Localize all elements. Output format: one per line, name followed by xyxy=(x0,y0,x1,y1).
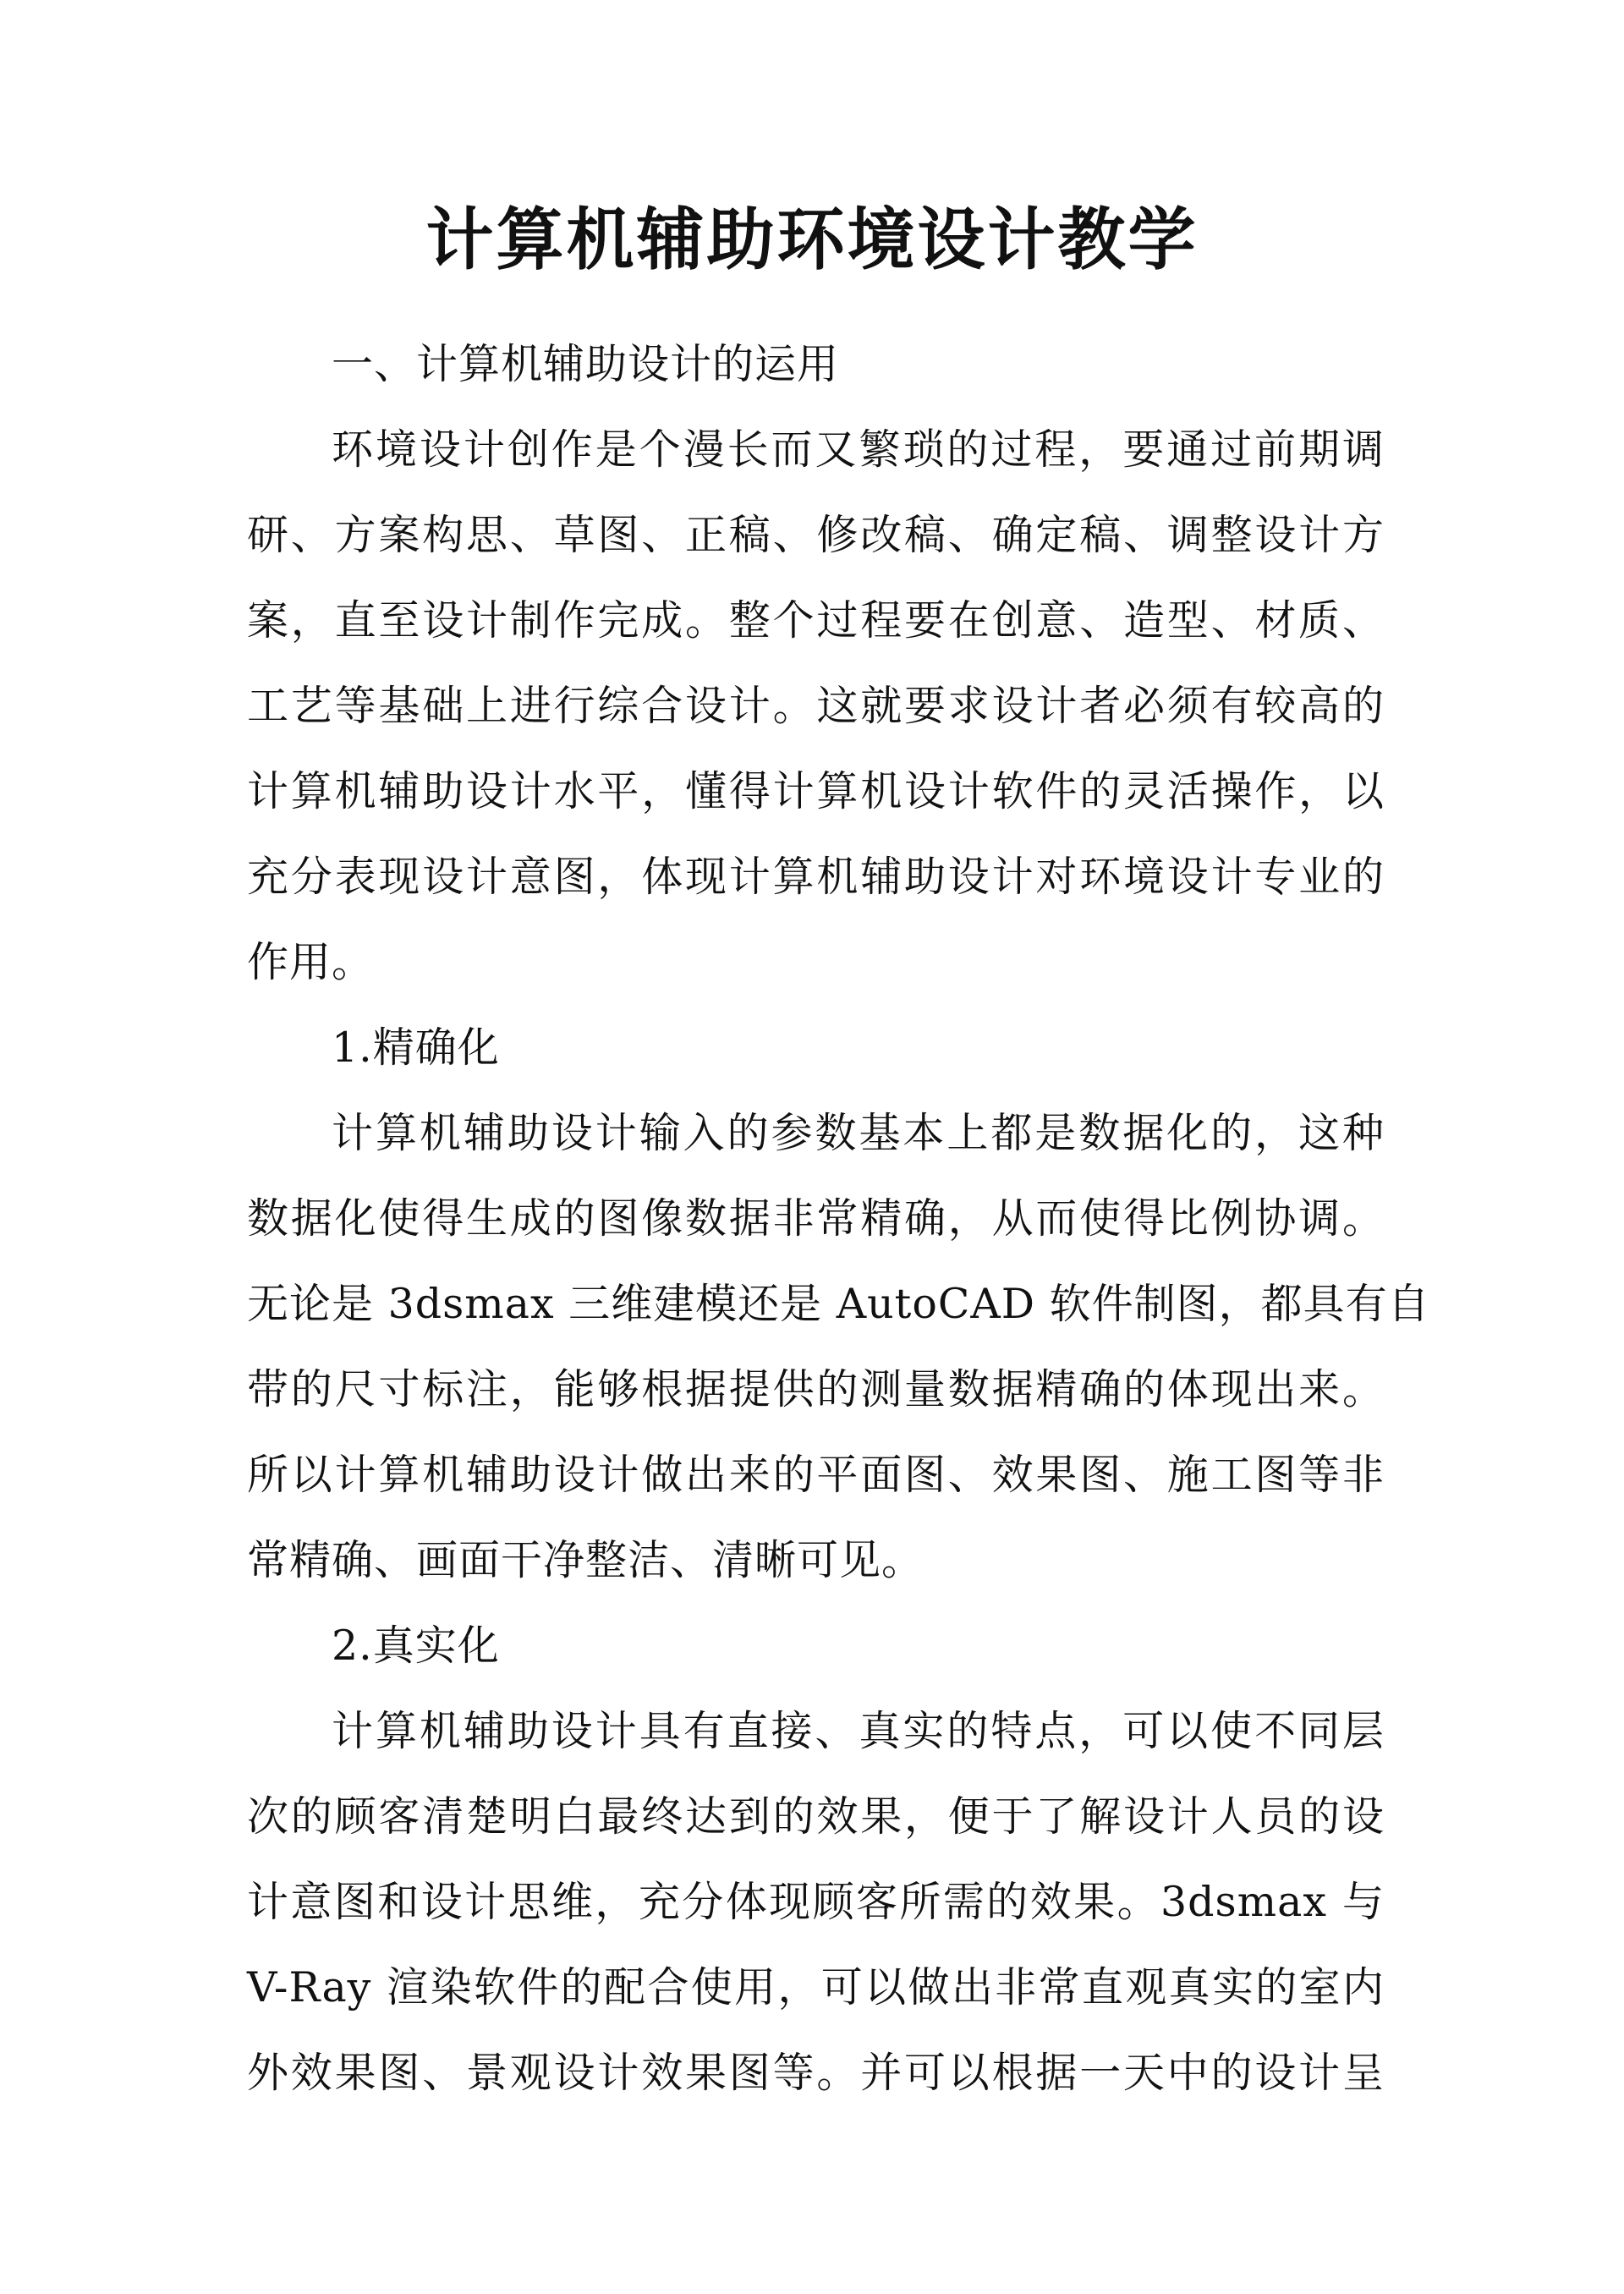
document-title: 计算机辅助环境设计教学 xyxy=(425,200,1199,279)
subsection-heading: 1.精确化 xyxy=(332,1024,500,1072)
paragraph-line: 无论是 3dsmax 三维建模还是 AutoCAD 软件制图，都具有自 xyxy=(247,1280,1430,1328)
paragraph-line: 案，直至设计制作完成。整个过程要在创意、造型、材质、 xyxy=(247,596,1385,645)
paragraph-line: 计意图和设计思维，充分体现顾客所需的效果。3dsmax 与 xyxy=(247,1878,1385,1926)
paragraph-line: 计算机辅助设计输入的参数基本上都是数据化的，这种 xyxy=(332,1109,1385,1157)
paragraph-line: 研、方案构思、草图、正稿、修改稿、确定稿、调整设计方 xyxy=(247,511,1385,559)
paragraph-line: 计算机辅助设计水平，懂得计算机设计软件的灵活操作，以 xyxy=(247,767,1385,815)
paragraph-line: 外效果图、景观设计效果图等。并可以根据一天中的设计呈 xyxy=(247,2049,1385,2097)
paragraph-line: 工艺等基础上进行综合设计。这就要求设计者必须有较高的 xyxy=(247,682,1385,730)
paragraph-line: 充分表现设计意图，体现计算机辅助设计对环境设计专业的 xyxy=(247,853,1385,901)
paragraph-line: 计算机辅助设计具有直接、真实的特点，可以使不同层 xyxy=(332,1707,1385,1755)
paragraph-line: 环境设计创作是个漫长而又繁琐的过程，要通过前期调 xyxy=(332,425,1385,474)
subsection-heading: 2.真实化 xyxy=(332,1622,500,1670)
paragraph-line: 作用。 xyxy=(247,938,375,986)
section-heading: 一、计算机辅助设计的运用 xyxy=(332,340,840,388)
paragraph-line: 带的尺寸标注，能够根据提供的测量数据精确的体现出来。 xyxy=(247,1365,1385,1413)
paragraph-line: 次的顾客清楚明白最终达到的效果，便于了解设计人员的设 xyxy=(247,1792,1385,1841)
paragraph-line: 常精确、画面干净整洁、清晰可见。 xyxy=(247,1536,924,1584)
paragraph-line: V-Ray 渲染软件的配合使用，可以做出非常直观真实的室内 xyxy=(247,1963,1385,2011)
paragraph-line: 所以计算机辅助设计做出来的平面图、效果图、施工图等非 xyxy=(247,1451,1385,1499)
document-body xyxy=(247,321,1430,2116)
paragraph-line: 数据化使得生成的图像数据非常精确，从而使得比例协调。 xyxy=(247,1194,1385,1243)
